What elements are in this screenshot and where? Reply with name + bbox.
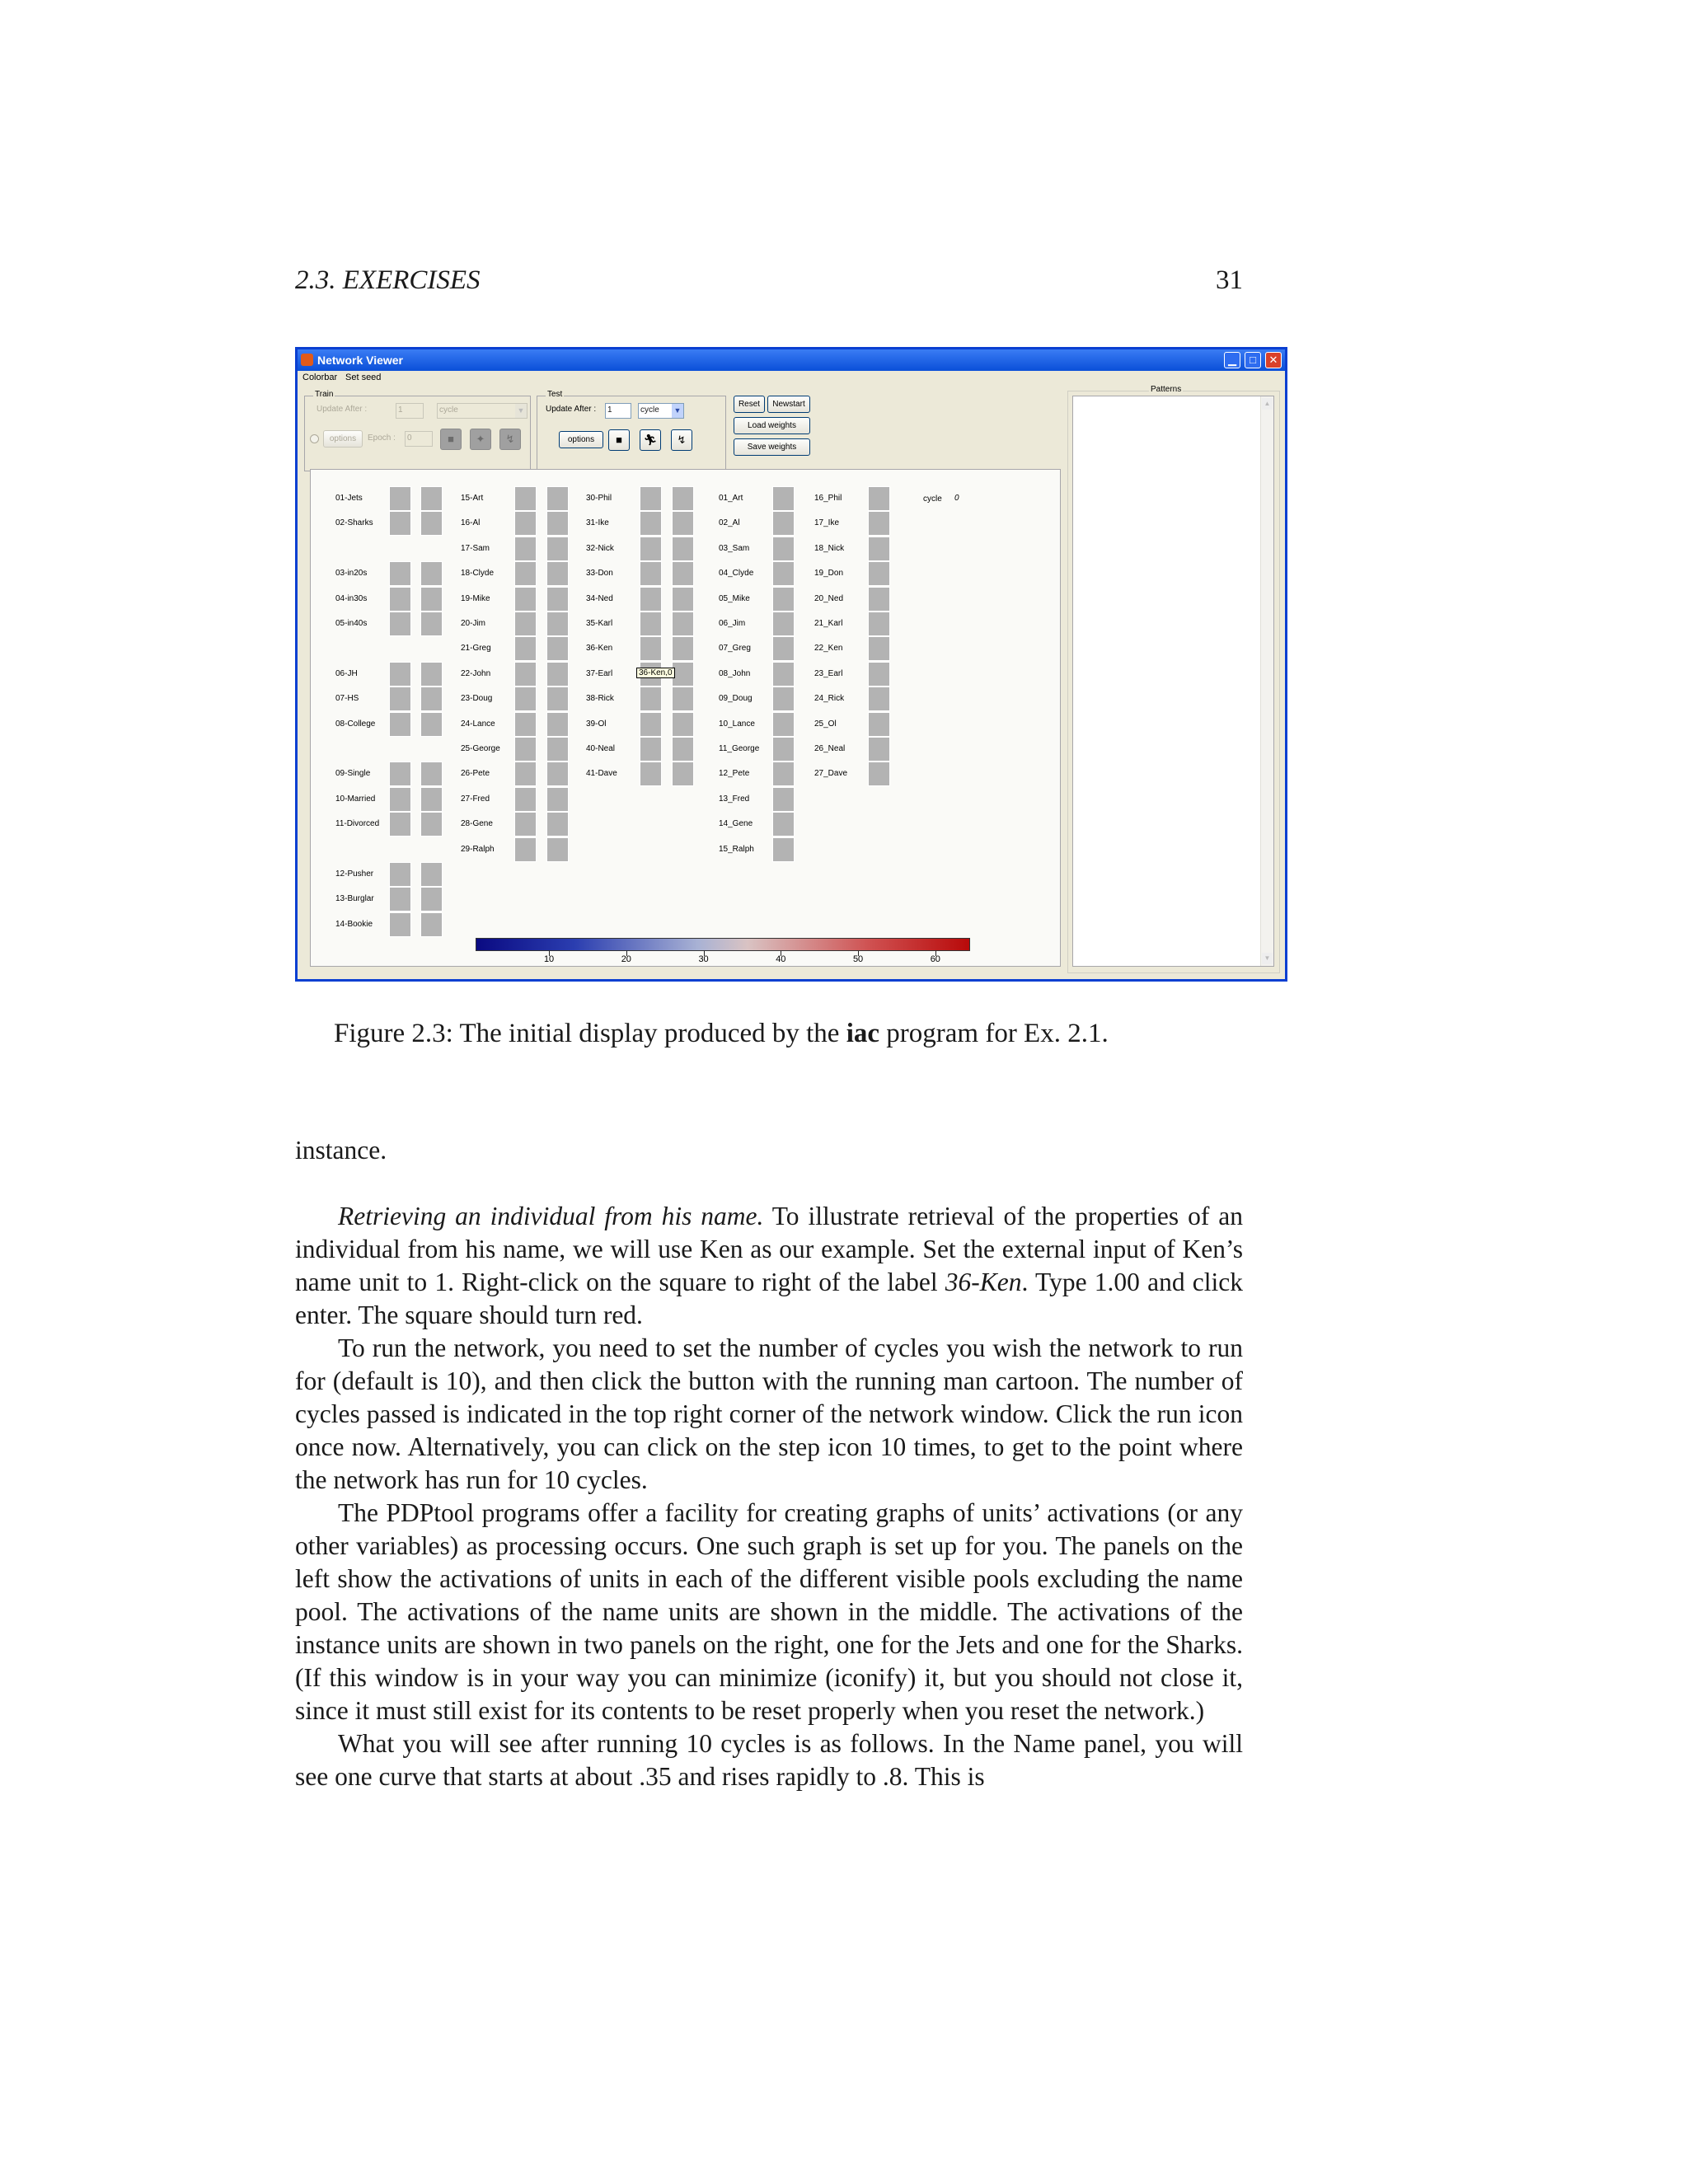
unit-label: 37-Earl [586, 668, 613, 678]
patterns-list[interactable] [1072, 396, 1274, 967]
unit-tooltip: 36-Ken,0 [636, 668, 675, 678]
unit-cell[interactable] [772, 737, 795, 762]
unit-cell[interactable] [640, 636, 662, 661]
unit-label: 32-Nick [586, 543, 614, 553]
unit-cell[interactable] [868, 511, 890, 536]
unit-cell[interactable] [672, 662, 694, 687]
unit-cell[interactable] [420, 511, 443, 536]
unit-cell[interactable] [389, 587, 411, 612]
unit-label-ref: 36-Ken [945, 1268, 1022, 1296]
menu-set-seed[interactable]: Set seed [345, 373, 382, 382]
unit-cell[interactable] [868, 636, 890, 661]
unit-cell[interactable] [546, 837, 569, 862]
unit-label: 22-John [461, 668, 491, 678]
unit-label: 11-Divorced [335, 819, 380, 829]
epoch-label: Epoch : [368, 434, 396, 443]
unit-label: 02_Al [719, 518, 740, 528]
unit-cell[interactable] [389, 812, 411, 837]
unit-cell[interactable] [640, 712, 662, 737]
unit-cell[interactable] [672, 687, 694, 711]
unit-cell[interactable] [420, 887, 443, 912]
step-icon[interactable]: ↯ [671, 429, 692, 451]
unit-cell[interactable] [772, 612, 795, 636]
save-weights-button[interactable]: Save weights [734, 438, 810, 456]
patterns-scrollbar[interactable] [1260, 396, 1273, 966]
unit-cell[interactable] [672, 537, 694, 561]
unit-cell[interactable] [868, 587, 890, 612]
unit-label: 18-Clyde [461, 569, 495, 579]
unit-cell[interactable] [672, 561, 694, 586]
unit-cell[interactable] [546, 712, 569, 737]
unit-cell[interactable] [772, 837, 795, 862]
unit-label: 14_Gene [719, 819, 753, 829]
menu-bar [298, 371, 1285, 386]
train-step-icon[interactable]: ↯ [499, 429, 521, 450]
unit-cell[interactable] [640, 737, 662, 762]
network-display [310, 469, 1061, 967]
unit-cell[interactable] [514, 612, 537, 636]
unit-cell[interactable] [514, 687, 537, 711]
unit-cell[interactable] [772, 762, 795, 786]
unit-cell[interactable] [546, 587, 569, 612]
colorbar-tick-label: 20 [621, 954, 631, 964]
unit-cell[interactable] [389, 887, 411, 912]
chevron-down-icon: ▼ [672, 404, 683, 418]
unit-label: 13-Burglar [335, 894, 374, 904]
body-text [295, 1134, 1243, 1793]
unit-label: 29-Ralph [461, 844, 495, 854]
test-group [537, 390, 726, 471]
unit-label: 04_Clyde [719, 569, 754, 579]
unit-cell[interactable] [546, 636, 569, 661]
unit-label: 35-Karl [586, 619, 613, 628]
unit-cell[interactable] [868, 561, 890, 586]
unit-cell[interactable] [546, 486, 569, 511]
unit-label: 15_Ralph [719, 844, 754, 854]
unit-cell[interactable] [640, 537, 662, 561]
test-mode-select[interactable] [638, 403, 684, 419]
unit-cell[interactable] [420, 561, 443, 586]
unit-cell[interactable] [420, 712, 443, 737]
unit-label: 26-Pete [461, 769, 490, 779]
unit-label: 33-Don [586, 569, 613, 579]
colorbar [476, 938, 970, 951]
unit-cell[interactable] [514, 511, 537, 536]
unit-cell[interactable] [514, 812, 537, 837]
unit-cell[interactable] [389, 612, 411, 636]
unit-cell[interactable] [420, 486, 443, 511]
unit-label: 24_Rick [814, 694, 845, 704]
unit-cell[interactable] [389, 787, 411, 812]
unit-label: 11_George [719, 744, 760, 753]
unit-cell[interactable] [420, 787, 443, 812]
train-group [304, 390, 531, 471]
unit-label: 07_Greg [719, 644, 751, 654]
unit-cell[interactable] [420, 612, 443, 636]
unit-label: 01-Jets [335, 494, 363, 503]
chevron-down-icon: ▼ [515, 404, 527, 418]
unit-label: 36-Ken [586, 644, 613, 654]
unit-label: 21-Greg [461, 644, 491, 654]
unit-cell[interactable] [514, 486, 537, 511]
unit-label: 27-Fred [461, 794, 490, 804]
unit-cell[interactable] [389, 561, 411, 586]
unit-cell[interactable] [546, 762, 569, 786]
unit-cell[interactable] [546, 612, 569, 636]
paragraph-text: . Type 1.00 and click enter. The square should turn red. [295, 1268, 1243, 1329]
unit-cell[interactable] [868, 486, 890, 511]
unit-label: 13_Fred [719, 794, 750, 804]
train-group-title: Train [315, 390, 334, 399]
page-number: 31 [1216, 265, 1243, 295]
run-icon[interactable]: 🏃︎ [640, 429, 661, 451]
unit-cell[interactable] [389, 662, 411, 687]
unit-cell[interactable] [420, 812, 443, 837]
unit-label: 21_Karl [814, 619, 843, 628]
unit-cell[interactable] [546, 737, 569, 762]
unit-cell[interactable] [672, 737, 694, 762]
unit-cell[interactable] [868, 612, 890, 636]
unit-label: 27_Dave [814, 769, 848, 779]
unit-label: 23_Earl [814, 668, 843, 678]
train-update-after-label: Update After : [316, 405, 368, 414]
unit-label: 06-JH [335, 668, 358, 678]
unit-cell[interactable] [772, 587, 795, 612]
train-update-after-input[interactable]: 1 [396, 403, 424, 419]
unit-label: 19-Mike [461, 593, 490, 603]
unit-label: 12_Pete [719, 769, 750, 779]
running-head [295, 265, 1243, 302]
close-icon[interactable]: ✕ [1265, 352, 1282, 368]
unit-cell[interactable] [640, 511, 662, 536]
load-weights-button[interactable]: Load weights [734, 417, 810, 434]
paragraph-instance: instance. [295, 1136, 387, 1165]
unit-label: 19_Don [814, 569, 844, 579]
unit-cell[interactable] [546, 687, 569, 711]
unit-label: 05-in40s [335, 619, 368, 628]
unit-cell[interactable] [420, 587, 443, 612]
scroll-down-icon[interactable]: ▼ [1262, 953, 1273, 964]
unit-label: 20-Jim [461, 619, 486, 628]
paragraph-results: What you will see after running 10 cycles is as follows. In the Name panel, you will see one curve that starts at about .35 and rises rapidly to .8. This is [295, 1729, 1243, 1791]
unit-cell[interactable] [389, 912, 411, 937]
unit-label: 09-Single [335, 769, 371, 779]
unit-label: 22_Ken [814, 644, 843, 654]
cycle-label: cycle [923, 494, 942, 504]
unit-label: 25-George [461, 744, 500, 753]
unit-cell[interactable] [546, 662, 569, 687]
unit-cell[interactable] [868, 662, 890, 687]
unit-label: 02-Sharks [335, 518, 373, 528]
unit-label: 41-Dave [586, 769, 617, 779]
unit-cell[interactable] [672, 511, 694, 536]
section-title: 2.3. EXERCISES [295, 265, 481, 295]
unit-cell[interactable] [546, 787, 569, 812]
unit-cell[interactable] [514, 787, 537, 812]
unit-cell[interactable] [514, 662, 537, 687]
caption-program: iac [846, 1019, 880, 1048]
cycle-value: 0 [954, 494, 959, 503]
matlab-icon [301, 354, 313, 366]
scroll-up-icon[interactable]: ▲ [1262, 398, 1273, 410]
unit-label: 05_Mike [719, 593, 750, 603]
unit-label: 23-Doug [461, 694, 493, 704]
unit-label: 09_Doug [719, 694, 753, 704]
unit-label: 28-Gene [461, 819, 493, 829]
colorbar-tick-label: 40 [776, 954, 786, 964]
unit-label: 40-Neal [586, 744, 616, 753]
unit-cell[interactable] [640, 486, 662, 511]
unit-cell[interactable] [420, 912, 443, 937]
unit-label: 31-Ike [586, 518, 609, 528]
menu-colorbar[interactable]: Colorbar [302, 373, 338, 382]
unit-cell[interactable] [672, 486, 694, 511]
unit-cell[interactable] [546, 812, 569, 837]
unit-cell[interactable] [514, 737, 537, 762]
unit-cell[interactable] [640, 561, 662, 586]
unit-cell[interactable] [420, 862, 443, 887]
title-bar [298, 349, 1285, 371]
unit-label: 10_Lance [719, 719, 755, 729]
unit-cell[interactable] [389, 486, 411, 511]
unit-cell[interactable] [546, 561, 569, 586]
epoch-input[interactable]: 0 [405, 431, 433, 447]
unit-label: 12-Pusher [335, 869, 374, 879]
unit-label: 03-in20s [335, 569, 368, 579]
unit-cell[interactable] [514, 837, 537, 862]
unit-label: 18_Nick [814, 543, 845, 553]
unit-label: 14-Bookie [335, 919, 373, 929]
unit-label: 24-Lance [461, 719, 495, 729]
unit-cell[interactable] [514, 762, 537, 786]
unit-cell[interactable] [514, 712, 537, 737]
unit-cell[interactable] [389, 511, 411, 536]
train-run-icon[interactable]: ✦ [470, 429, 491, 450]
unit-cell[interactable] [672, 762, 694, 786]
unit-label: 34-Ned [586, 593, 613, 603]
unit-cell[interactable] [420, 762, 443, 786]
window-title: Network Viewer [317, 354, 404, 367]
paragraph-text: To illustrate retrieval of the properties of an individual from his name, we will use Ken as our example. Set the external input of Ken’s name unit to 1. Right-click on the square to right of the label [295, 1202, 1243, 1296]
unit-label: 26_Neal [814, 744, 846, 753]
unit-cell[interactable] [514, 636, 537, 661]
maximize-icon[interactable]: □ [1245, 352, 1261, 368]
train-stop-icon[interactable]: ■ [440, 429, 462, 450]
unit-label: 16_Phil [814, 494, 842, 503]
unit-label: 01_Art [719, 494, 743, 503]
patterns-title: Patterns [1151, 385, 1182, 394]
figure-caption [334, 1019, 1109, 1049]
unit-cell[interactable] [772, 712, 795, 737]
unit-cell[interactable] [868, 762, 890, 786]
unit-cell[interactable] [772, 636, 795, 661]
colorbar-tick-label: 10 [543, 954, 555, 964]
unit-cell[interactable] [420, 687, 443, 711]
unit-cell[interactable] [868, 687, 890, 711]
unit-cell[interactable] [672, 612, 694, 636]
unit-label: 20_Ned [814, 593, 844, 603]
unit-cell[interactable] [772, 787, 795, 812]
train-mode-select[interactable] [437, 403, 528, 419]
test-update-after-label: Update After : [546, 405, 597, 414]
unit-cell[interactable] [640, 612, 662, 636]
network-viewer-window [295, 347, 1287, 982]
unit-cell[interactable] [868, 537, 890, 561]
caption-suffix: program for Ex. 2.1. [879, 1019, 1109, 1048]
unit-cell[interactable] [672, 636, 694, 661]
unit-cell[interactable] [514, 587, 537, 612]
train-radio[interactable] [310, 434, 319, 443]
unit-label: 16-Al [461, 518, 481, 528]
unit-label: 17_Ike [814, 518, 840, 528]
newstart-button[interactable]: Newstart [767, 396, 810, 413]
unit-label: 25_Ol [814, 719, 837, 729]
unit-cell[interactable] [868, 737, 890, 762]
unit-cell[interactable] [772, 511, 795, 536]
unit-label: 30-Phil [586, 494, 612, 503]
unit-cell[interactable] [672, 587, 694, 612]
unit-cell[interactable] [546, 537, 569, 561]
colorbar-tick-label: 60 [930, 954, 940, 964]
unit-cell[interactable] [640, 687, 662, 711]
unit-cell[interactable] [772, 486, 795, 511]
unit-cell[interactable] [420, 662, 443, 687]
unit-label: 08_John [719, 668, 751, 678]
unit-label: 17-Sam [461, 543, 490, 553]
paragraph-graphs: The PDPtool programs offer a facility for creating graphs of units’ activations (or any other variables) as processing occurs. One such graph is set up for you. The panels on the left show the activations of units in each of the different visible pools excluding the name pool. The activations of the name units are shown in the middle. The activations of the instance units are shown in two panels on the right, one for the Jets and one for the Sharks. (If this window is in your way you can minimize (iconify) it, but you should not close it, since it must still exist for its contents to be reset properly when you reset the network.) [295, 1498, 1243, 1725]
unit-label: 07-HS [335, 694, 359, 704]
unit-cell[interactable] [514, 561, 537, 586]
test-mode-value: cycle [640, 405, 659, 415]
unit-cell[interactable] [868, 712, 890, 737]
unit-cell[interactable] [389, 712, 411, 737]
stop-icon[interactable]: ■ [608, 429, 630, 451]
test-options-button[interactable]: options [559, 431, 603, 448]
train-options-button[interactable]: options [323, 430, 363, 448]
unit-label: 04-in30s [335, 593, 368, 603]
unit-cell[interactable] [672, 712, 694, 737]
unit-cell[interactable] [772, 662, 795, 687]
test-group-title: Test [547, 390, 563, 399]
paragraph-retrieving [295, 1200, 1243, 1332]
minimize-icon[interactable]: ▁ [1224, 352, 1240, 368]
unit-cell[interactable] [389, 862, 411, 887]
unit-cell[interactable] [772, 537, 795, 561]
unit-label: 03_Sam [719, 543, 750, 553]
unit-cell[interactable] [389, 687, 411, 711]
test-update-after-input[interactable]: 1 [605, 403, 631, 419]
colorbar-tick-label: 30 [698, 954, 709, 964]
colorbar-tick-label: 50 [852, 954, 864, 964]
unit-label: 38-Rick [586, 694, 614, 704]
paragraph-lead: Retrieving an individual from his name. [338, 1202, 764, 1230]
paragraph-run-network: To run the network, you need to set the number of cycles you wish the network to run for (default is 10), and then click the button with the running man cartoon. The number of cycles passed is indicated in the top right corner of the network window. Click the run icon once now. Alternatively, you can click on the step icon 10 times, to get to the point where the network has run for 10 cycles. [295, 1333, 1243, 1494]
unit-cell[interactable] [772, 687, 795, 711]
unit-cell[interactable] [514, 537, 537, 561]
unit-cell[interactable] [389, 762, 411, 786]
unit-cell[interactable] [640, 587, 662, 612]
unit-label: 15-Art [461, 494, 484, 503]
unit-label: 08-College [335, 719, 376, 729]
unit-cell[interactable] [546, 511, 569, 536]
unit-label: 39-Ol [586, 719, 607, 729]
unit-cell[interactable] [640, 762, 662, 786]
train-mode-value: cycle [439, 405, 458, 415]
unit-label: 06_Jim [719, 619, 746, 628]
unit-cell[interactable] [772, 561, 795, 586]
reset-button[interactable]: Reset [734, 396, 765, 413]
unit-cell[interactable] [772, 812, 795, 837]
unit-label: 10-Married [335, 794, 376, 804]
caption-prefix: Figure 2.3: The initial display produced by the [334, 1019, 846, 1048]
